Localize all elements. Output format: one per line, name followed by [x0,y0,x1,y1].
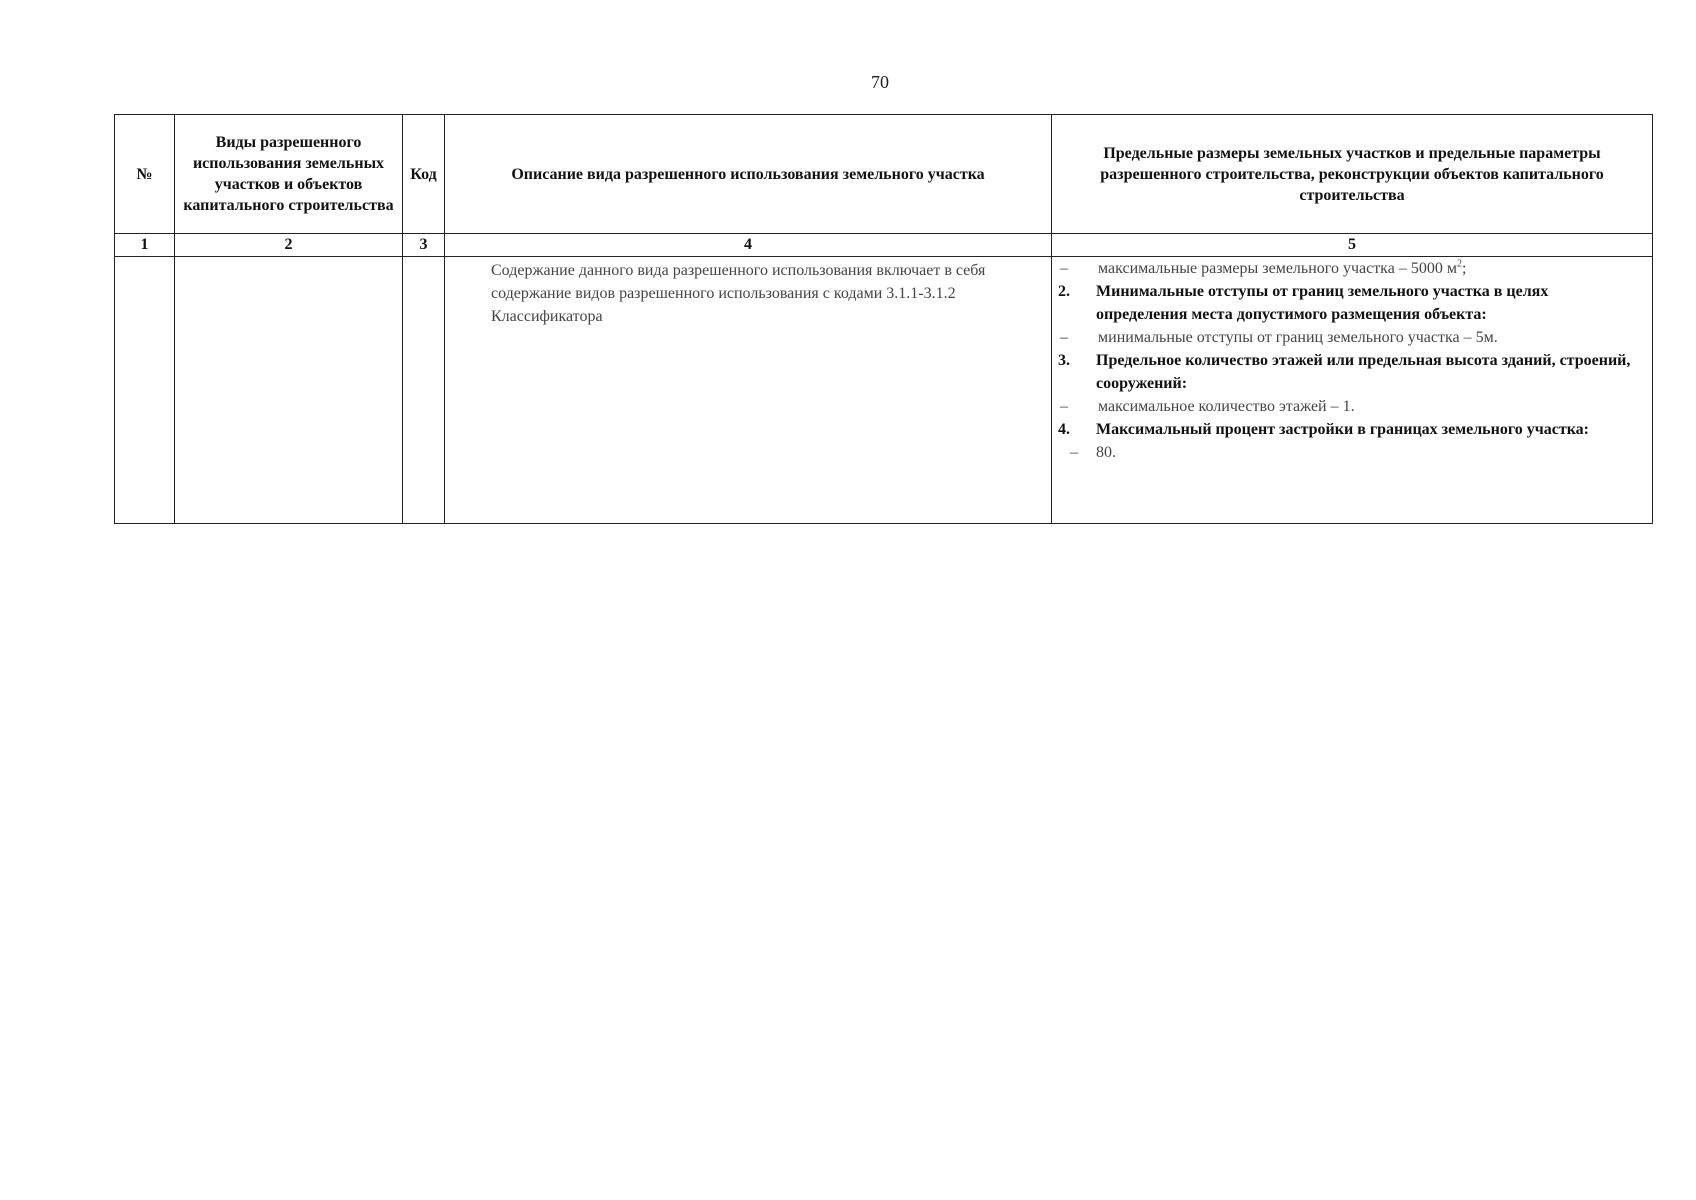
dash-marker: – [1060,398,1068,415]
param-dash-text: максимальное количество этажей – 1. [1098,398,1355,415]
param-item-title: Минимальные отступы от границ земельного участка в целях определения места допустимого размещения объекта: [1096,283,1549,323]
row-code-cell [403,257,445,524]
param-dash-text: минимальные отступы от границ земельного участка – 5м. [1098,329,1498,346]
row-number-cell [115,257,175,524]
param-dash-item [1058,257,1640,280]
column-number-row [115,234,1653,257]
dash-marker: – [1070,444,1078,461]
row-description-cell: Содержание данного вида разрешенного использования включает в себя содержание видов разрешенного использования с кодами 3.1.1-3.1.2 Классификатора [445,257,1052,524]
header-description: Описание вида разрешенного использования земельного участка [445,115,1052,234]
param-item-title: Предельное количество этажей или предельная высота зданий, строений, сооружений: [1096,352,1631,392]
land-use-table [114,114,1653,524]
column-number: 5 [1052,234,1653,257]
page-number: 70 [871,72,889,92]
param-dash-item [1058,395,1640,418]
column-number: 2 [175,234,403,257]
row-parameters-cell [1052,257,1653,524]
header-parameters: Предельные размеры земельных участков и предельные параметры разрешенного строительства, реконструкции объектов капитального строительства [1052,115,1653,234]
header-number: № [115,115,175,234]
column-number: 4 [445,234,1052,257]
superscript: 2 [1456,258,1462,270]
table-row [115,257,1653,524]
header-code: Код [403,115,445,234]
dash-marker: – [1060,329,1068,346]
param-dash-text: 80. [1096,444,1116,461]
param-dash-item [1058,441,1640,464]
param-item-3 [1058,349,1640,395]
param-dash-item [1058,326,1640,349]
item-marker: 3. [1058,352,1070,369]
item-marker: 2. [1058,283,1070,300]
dash-marker: – [1060,260,1068,277]
param-dash-text: максимальные размеры земельного участка – 5000 м [1098,260,1457,277]
param-item-2 [1058,280,1640,326]
column-number: 1 [115,234,175,257]
row-type-cell [175,257,403,524]
item-marker: 4. [1058,421,1070,438]
param-item-4 [1058,418,1640,441]
param-dash-tail: ; [1461,260,1467,277]
header-row [115,115,1653,234]
header-use-type: Виды разрешенного использования земельных участков и объектов капитального строительства [175,115,403,234]
column-number: 3 [403,234,445,257]
param-item-title: Максимальный процент застройки в границах земельного участка: [1096,421,1589,438]
